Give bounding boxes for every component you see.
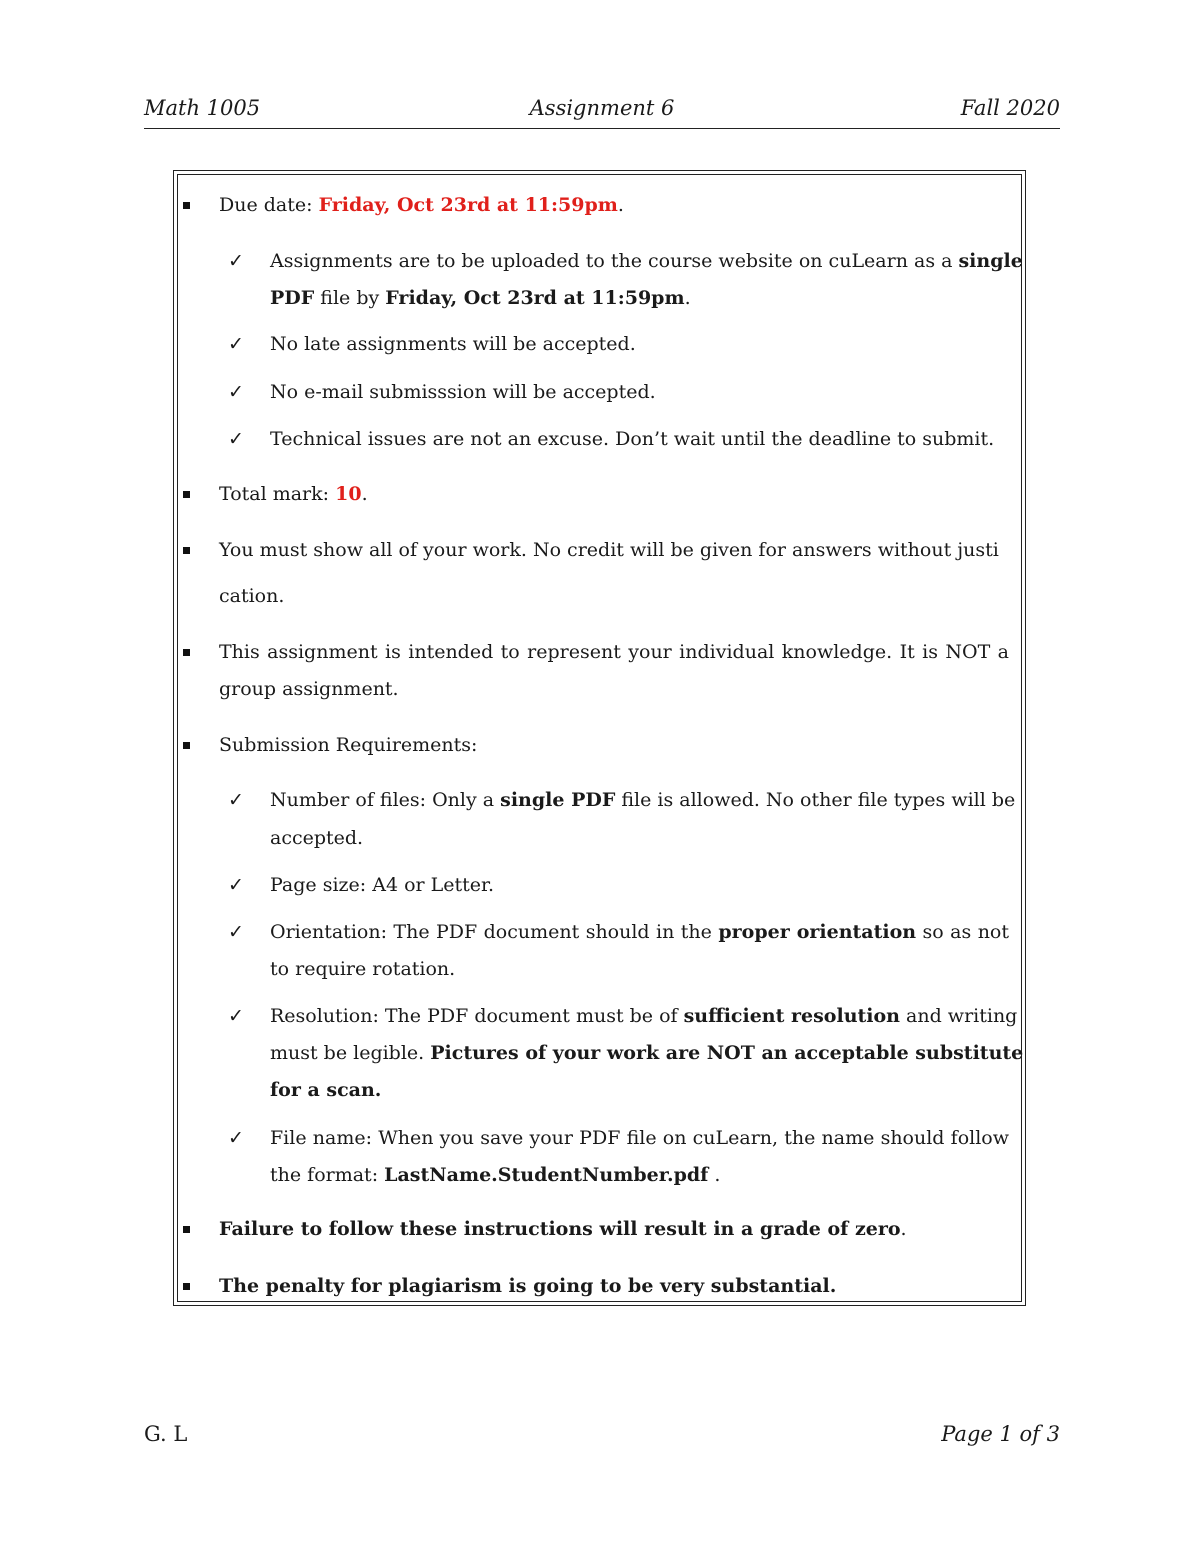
check-icon: ✓ (228, 333, 244, 355)
show-work-line-cont: cation. (219, 585, 285, 607)
bullet-square-icon (183, 547, 190, 554)
technical-issues-line: Technical issues are not an excuse. Don’t wait until the deadline to submit. (270, 428, 995, 450)
bullet-square-icon (183, 1226, 190, 1233)
file-name-format: LastName.StudentNumber.pdf (384, 1164, 709, 1186)
file-name-requirement: File name: When you save your PDF file on cuLearn, the name should follow (270, 1127, 1009, 1149)
check-icon: ✓ (228, 250, 244, 272)
upload-instruction: Assignments are to be uploaded to the course website on cuLearn as a single (270, 250, 1023, 272)
orientation-requirement: Orientation: The PDF document should in the proper orientation so as not (270, 921, 1010, 943)
resolution-requirement-cont: must be legible. Pictures of your work are NOT an acceptable substitute (270, 1042, 1024, 1064)
files-requirement-cont: accepted. (270, 827, 364, 849)
check-icon: ✓ (228, 921, 244, 943)
individual-line-cont: group assignment. (219, 678, 399, 700)
check-icon: ✓ (228, 428, 244, 450)
orientation-requirement-cont: to require rotation. (270, 958, 456, 980)
page-size-requirement: Page size: A4 or Letter. (270, 874, 495, 896)
resolution-requirement-end: for a scan. (270, 1079, 382, 1101)
bullet-square-icon (183, 1283, 190, 1290)
no-late-line: No late assignments will be accepted. (270, 333, 636, 355)
bullet-square-icon (183, 202, 190, 209)
due-date-value: Friday, Oct 23rd at 11:59pm (318, 194, 618, 216)
assignment-title: Assignment 6 (529, 96, 675, 120)
page-header (144, 96, 1060, 129)
page-number: Page 1 of 3 (941, 1422, 1060, 1446)
requirements-heading: Submission Requirements: (219, 734, 478, 756)
bullet-square-icon (183, 491, 190, 498)
upload-instruction-cont: PDF file by Friday, Oct 23rd at 11:59pm. (270, 287, 691, 309)
bullet-square-icon (183, 649, 190, 656)
check-icon: ✓ (228, 381, 244, 403)
course-name: Math 1005 (144, 96, 261, 120)
check-icon: ✓ (228, 874, 244, 896)
check-icon: ✓ (228, 789, 244, 811)
due-date-line: Due date: Friday, Oct 23rd at 11:59pm. (219, 194, 624, 216)
files-requirement: Number of files: Only a single PDF file is allowed. No other file types will be (270, 789, 1016, 811)
term: Fall 2020 (960, 96, 1060, 120)
check-icon: ✓ (228, 1127, 244, 1149)
show-work-line: You must show all of your work. No credit will be given for answers without justi (219, 539, 999, 561)
plagiarism-warning: The penalty for plagiarism is going to be very substantial. (219, 1275, 837, 1297)
failure-warning: Failure to follow these instructions will result in a grade of zero. (219, 1218, 907, 1240)
check-icon: ✓ (228, 1005, 244, 1027)
file-name-requirement-cont: the format: LastName.StudentNumber.pdf . (270, 1164, 721, 1186)
resolution-requirement: Resolution: The PDF document must be of sufficient resolution and writing (270, 1005, 1018, 1027)
individual-line: This assignment is intended to represent your individual knowledge. It is NOT a (219, 641, 1009, 663)
no-email-line: No e-mail submisssion will be accepted. (270, 381, 656, 403)
author-initials: G. L (144, 1422, 188, 1446)
total-mark-value: 10 (335, 483, 362, 505)
total-mark-line: Total mark: 10. (219, 483, 368, 505)
bullet-square-icon (183, 742, 190, 749)
